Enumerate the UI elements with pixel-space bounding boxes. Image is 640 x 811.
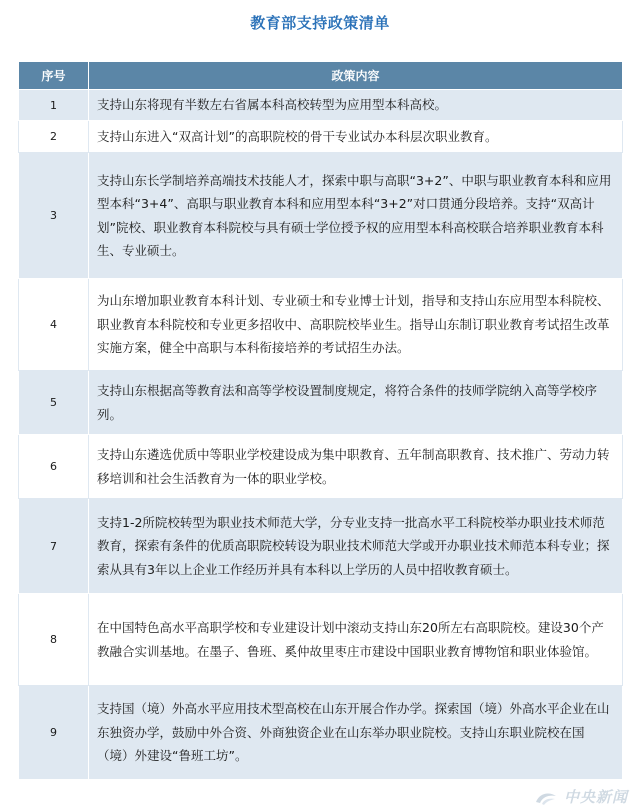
watermark-logo xyxy=(534,786,628,807)
row-number: 9 xyxy=(19,686,89,780)
policy-table xyxy=(18,61,623,780)
swirl-icon xyxy=(534,790,558,806)
table-row xyxy=(19,371,623,435)
row-number: 3 xyxy=(19,153,89,279)
table-header-row xyxy=(19,62,623,90)
header-content: 政策内容 xyxy=(89,62,623,90)
row-content: 支持山东进入“双高计划”的高职院校的骨干专业试办本科层次职业教育。 xyxy=(89,121,623,153)
row-content: 支持国（境）外高水平应用技术型高校在山东开展合作办学。探索国（境）外高水平企业在山东独资办学，鼓励中外合资、外商独资企业在山东举办职业院校。支持山东职业院校在国（境）外建设“鲁班工坊”。 xyxy=(89,686,623,780)
table-row xyxy=(19,499,623,594)
row-content: 支持山东遴选优质中等职业学校建设成为集中职教育、五年制高职教育、技术推广、劳动力转移培训和社会生活教育为一体的职业学校。 xyxy=(89,435,623,499)
table-row xyxy=(19,686,623,780)
page-title: 教育部支持政策清单 xyxy=(250,14,390,32)
row-content: 在中国特色高水平高职学校和专业建设计划中滚动支持山东20所左右高职院校。建设30个产教融合实训基地。在墨子、鲁班、奚仲故里枣庄市建设中国职业教育博物馆和职业体验馆。 xyxy=(89,594,623,686)
row-number: 4 xyxy=(19,279,89,371)
row-content: 为山东增加职业教育本科计划、专业硕士和专业博士计划，指导和支持山东应用型本科院校、职业教育本科院校和专业更多招收中、高职院校毕业生。指导山东制订职业教育考试招生改革实施方案，健全中高职与本科衔接培养的考试招生办法。 xyxy=(89,279,623,371)
table-row xyxy=(19,121,623,153)
row-content: 支持1-2所院校转型为职业技术师范大学，分专业支持一批高水平工科院校举办职业技术师范教育，探索有条件的优质高职院校转设为职业技术师范大学或开办职业技术师范本科专业；探索从具有3年以上企业工作经历并具有本科以上学历的人员中招收教育硕士。 xyxy=(89,499,623,594)
header-number: 序号 xyxy=(19,62,89,90)
row-content: 支持山东将现有半数左右省属本科高校转型为应用型本科高校。 xyxy=(89,90,623,121)
row-number: 7 xyxy=(19,499,89,594)
table-row xyxy=(19,90,623,121)
row-number: 1 xyxy=(19,90,89,121)
row-number: 2 xyxy=(19,121,89,153)
table-row xyxy=(19,435,623,499)
table-row xyxy=(19,594,623,686)
row-number: 8 xyxy=(19,594,89,686)
watermark-text: 中央新闻 xyxy=(563,788,628,806)
row-content: 支持山东长学制培养高端技术技能人才，探索中职与高职“3+2”、中职与职业教育本科和应用型本科“3+4”、高职与职业教育本科和应用型本科“3+2”对口贯通分段培养。支持“双高计划”院校、职业教育本科院校与具有硕士学位授予权的应用型本科高校联合培养职业教育本科生、专业硕士。 xyxy=(89,153,623,279)
row-number: 5 xyxy=(19,371,89,435)
table-row xyxy=(19,153,623,279)
row-number: 6 xyxy=(19,435,89,499)
table-row xyxy=(19,279,623,371)
row-content: 支持山东根据高等教育法和高等学校设置制度规定，将符合条件的技师学院纳入高等学校序列。 xyxy=(89,371,623,435)
